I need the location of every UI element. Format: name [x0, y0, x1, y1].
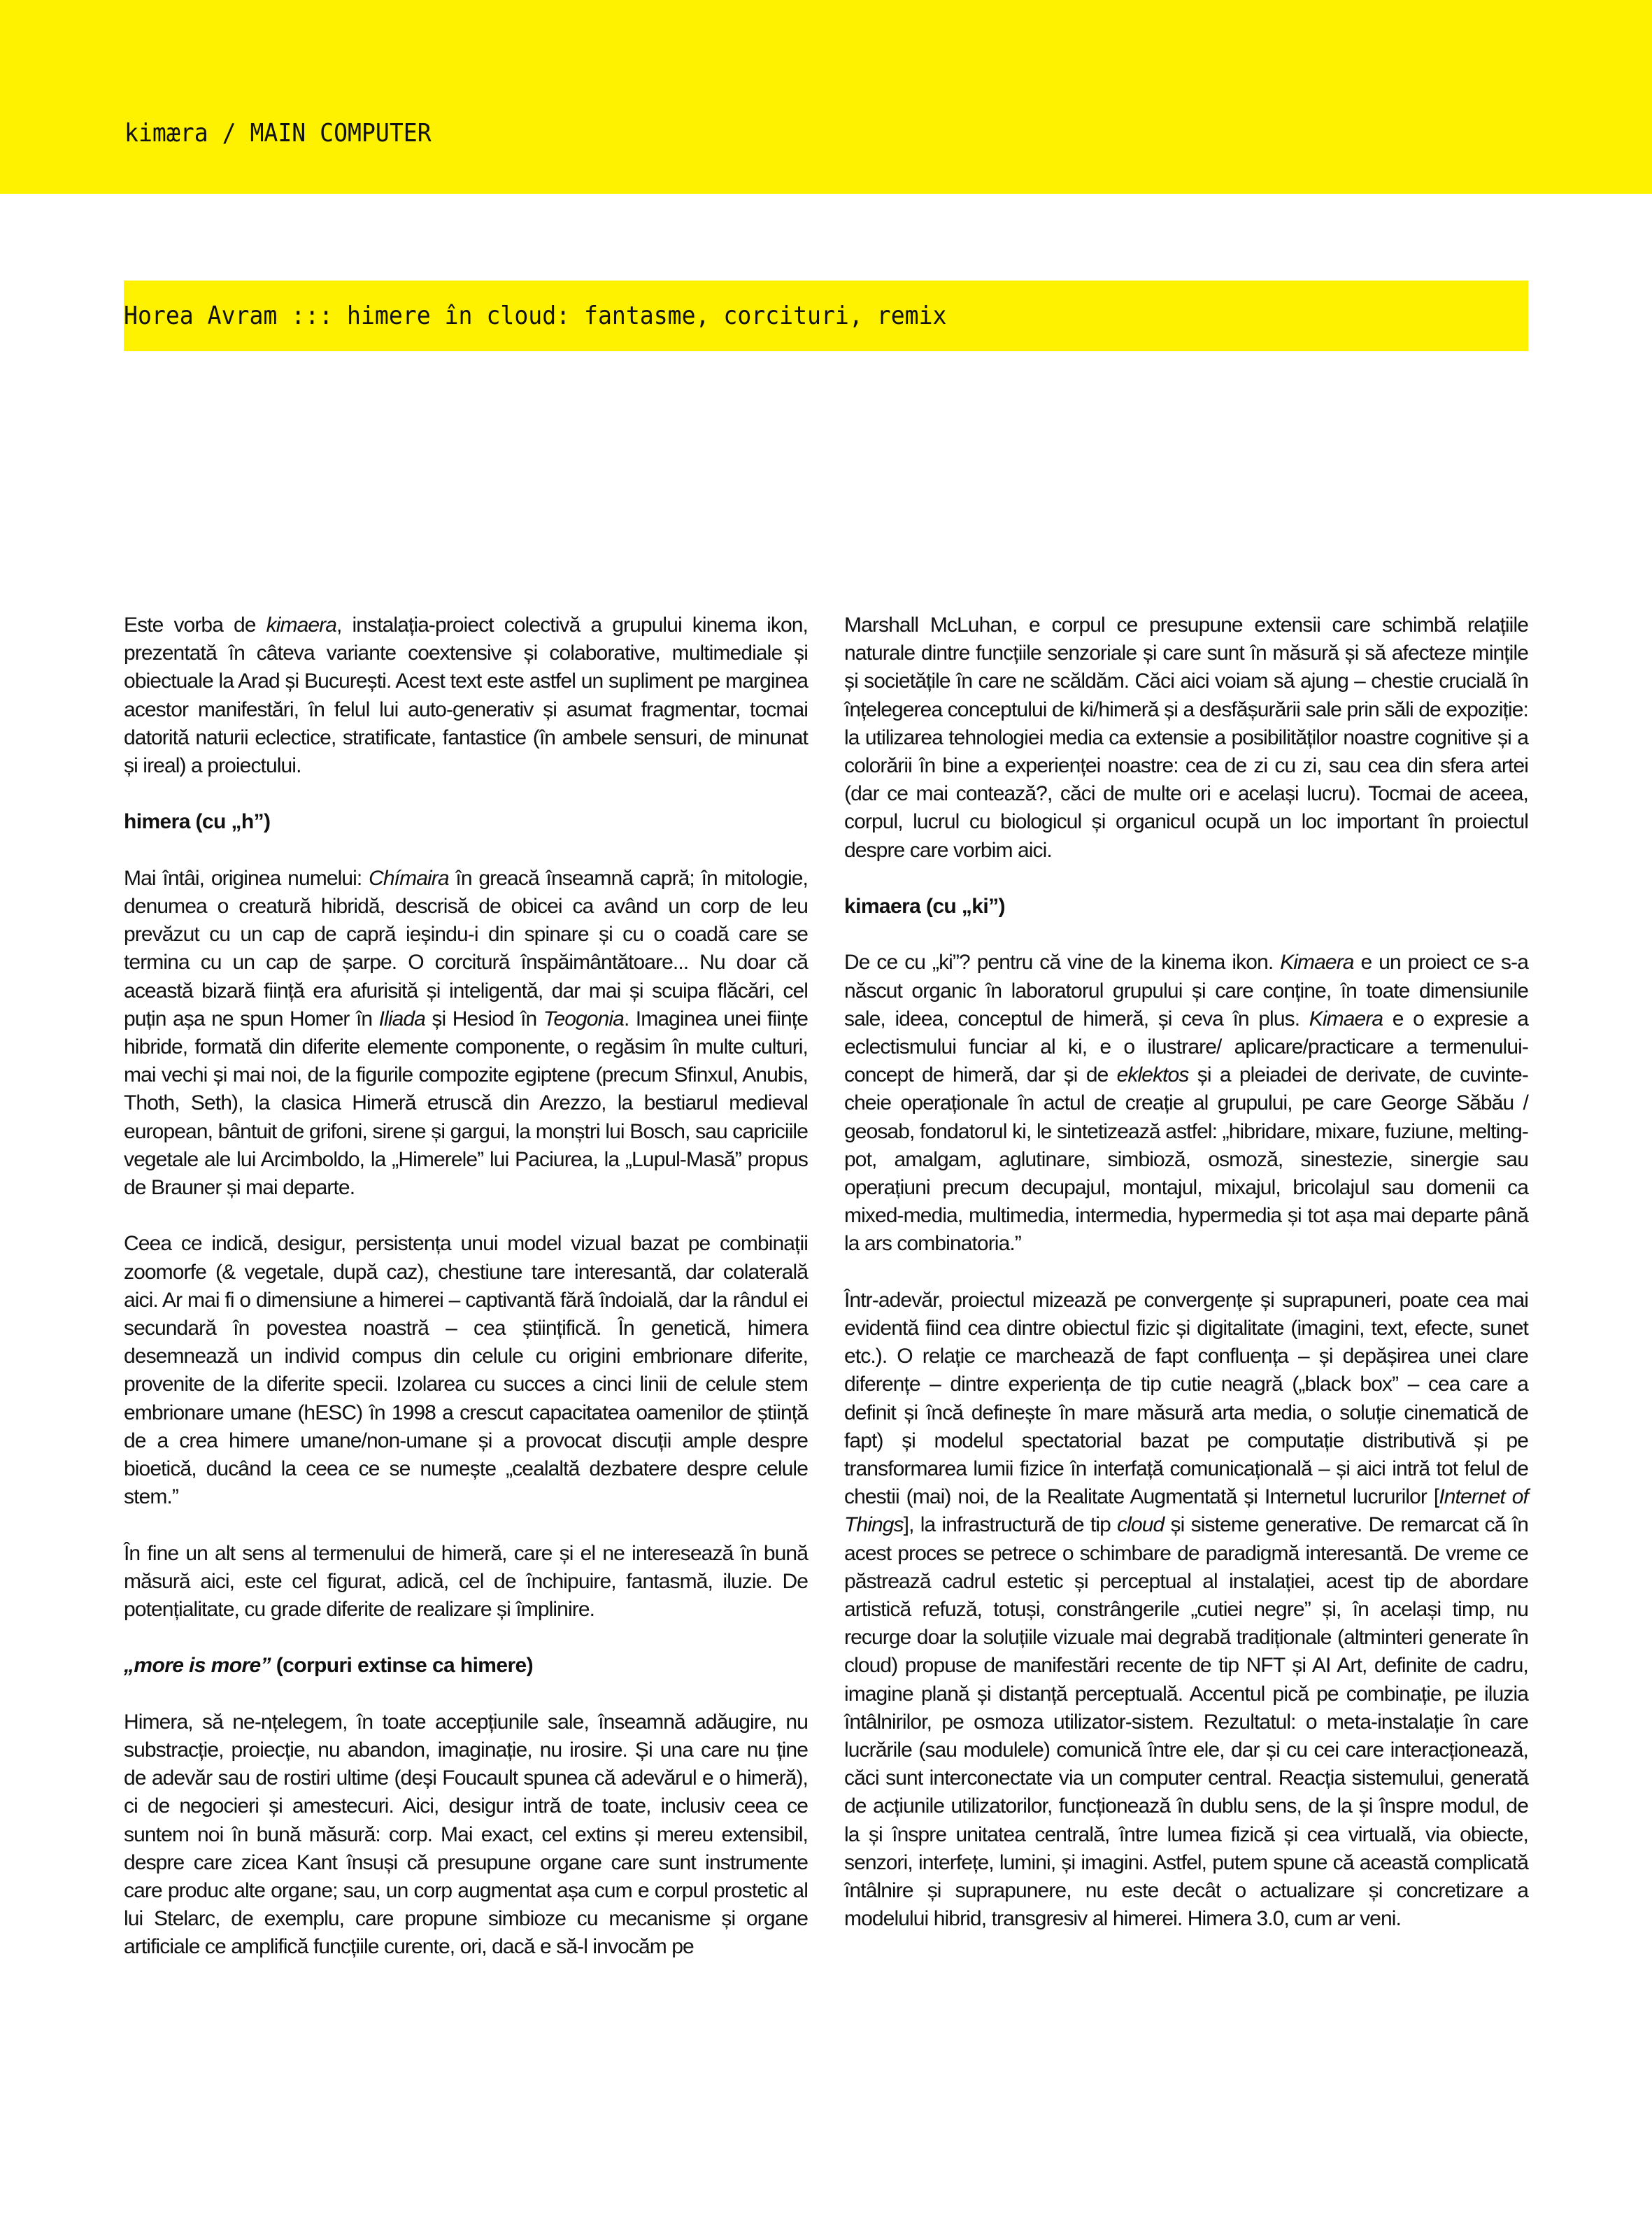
text-run: e un proiect ce s-a născut organic în laboratorul grupului și care conține, în toate dimensiunile sale, ideea, conceptul de himeră, și ceva în plus. [844, 951, 1528, 1030]
text-run: , instalația-proiect colectivă a grupului kinema ikon, prezentată în câteva variante coextensive și colaborative, multimediale și obiectuale la Arad și București. Acest text este astfel un supliment pe marginea acestor manifestări, în felul lui auto-generativ și asumat fragmentar, tocmai datorită naturii eclectice, stratificate, fantastice (în ambele sensuri, de minunat și ireal) a proiectului. [124, 614, 808, 778]
italic-term: Kimaera [1309, 1007, 1383, 1030]
left-column [124, 611, 808, 1962]
text-run: Este vorba de [124, 614, 266, 637]
paragraph-why-ki [844, 949, 1528, 1258]
paragraph-mcluhan: Marshall McLuhan, e corpul ce presupune extensii care schimbă relațiile naturale dintre funcțiile senzoriale și care sunt în măsură și să afecteze mințile și societățile în care ne scăldăm. Căci aici voiam să ajung – chestie crucială în înțelegerea conceptului de ki/himeră și a desfășurării sale prin săli de expoziție: la utilizarea tehnologiei media ca extensie a posibilităților noastre cognitive și a colorării în bine a experienței noastre: cea de zi cu zi, sau cea din sfera artei (dar ce mai contează?, căci de multe ori e același lucru). Tocmai de aceea, corpul, lucrul cu biologicul și organicul ocupă un loc important în proiectul despre care vorbim aici. [844, 614, 1528, 862]
text-run: și sisteme generative. De remarcat că în acest proces se petrece o schimbare de paradigmă interesantă. De vreme ce păstrează cadrul estetic și perceptual al instalației, acest tip de abordare artistică refuză, totuși, constrângerile „cutiei negre” și, în același timp, nu recurge doar la soluțiile vizuale mai degrabă tradiționale (altminteri generate în cloud) propuse de manifestări recente de tip NFT și AI Art, definite de cadru, imagine plană și distanță perceptuală. Accentul pică pe combinație, pe iluzia întâlnirilor, pe osmoza utilizator-sistem. Rezultatul: o meta-instalație în care lucrările (sau modulele) comunică între ele, dar și cu cei care interacționează, căci sunt interconectate via un computer central. Reacția sistemului, generată de acțiunile utilizatorilor, funcționează în dublu sens, de la și înspre modul, de la și înspre unitatea centrală, între lumea fizică și cea virtuală, via obiecte, senzori, interfețe, lumini, și imagini. Astfel, putem spune că această complicată întâlnire și suprapunere, nu este decât o actualizare și concretizare a modelului hibrid, transgresiv al himerei. Himera 3.0, cum ar veni. [844, 1513, 1528, 1931]
right-column [844, 611, 1528, 1934]
italic-term: Iliada [378, 1007, 425, 1030]
breadcrumb: kimæra / MAIN COMPUTER [124, 119, 432, 148]
italic-term: cloud [1117, 1513, 1165, 1537]
text-run: (corpuri extinse ca himere) [271, 1654, 534, 1678]
text-run: e o expresie a eclectismului funciar al ki, e o ilustrare/ aplicare/practicare a termenului-concept de himeră, dar și de [844, 1007, 1528, 1087]
text-run: și Hesiod în [425, 1007, 543, 1030]
italic-term: Teogonia [543, 1007, 624, 1030]
article-title: Horea Avram ::: himere în cloud: fantasme, corcituri, remix [124, 302, 947, 330]
text-run: De ce cu „ki”? pentru că vine de la kinema ikon. [844, 951, 1281, 975]
paragraph-genetics: Ceea ce indică, desigur, persistența unui model vizual bazat pe combinații zoomorfe (& vegetale, după caz), chestiune tare interesantă, dar colaterală aici. Ar mai fi o dimensiune a himerei – captivantă fără îndoială, dar la rândul ei secundară în povestea noastră – cea științifică. În genetică, himera desemnează un individ compus din celule cu origini embrionare diferite, provenite de la diferite specii. Izolarea cu succes a cinci linii de celule stem embrionare umane (hESC) în 1998 a crescut capacitatea oamenilor de știință de a crea himere umane/non-umane și a provocat discuții ample despre bioetică, ducând la ceea ce se numește „cealaltă dezbatere despre celule stem.” [124, 1232, 808, 1509]
italic-term: eklektos [1116, 1063, 1189, 1087]
text-run: Într-adevăr, proiectul mizează pe convergențe și suprapuneri, poate cea mai evidentă fiind cea dintre obiectul fizic și digitalitate (imagini, text, efecte, sunet etc.). O relație ce marchează de fapt confluența – și depășirea unei clare diferențe – dintre experiența de tip cutie neagră („black box” – cea care a definit și încă definește în mare măsură arta media, o soluție cinematică de fapt) și modelul spectatorial bazat pe computație distributivă și pe transformarea lumii fizice în interfață comunicațională – și aici intră tot felul de chestii (mai) noi, de la Realitate Augmentată și Internetul lucrurilor [ [844, 1288, 1528, 1509]
paragraph-figurative: În fine un alt sens al termenului de himeră, care și el ne interesează în bună măsură aici, este cel figurat, adică, cel de închipuire, fantasmă, iluzie. De potențialitate, cu grade diferite de realizare și împlinire. [124, 1541, 808, 1622]
text-run: Mai întâi, originea numelui: [124, 866, 369, 890]
paragraph-extended-bodies: Himera, să ne-nțelegem, în toate accepțiunile sale, înseamnă adăugire, nu substracție, proiecție, nu abandon, imaginație, nu irosire. Și una care nu ține de adevăr sau de rostiri ultime (deși Foucault spunea că adevărul e o himeră), ci de negocieri și amestecuri. Aici, desigur intră de toate, inclusiv ceea ce suntem noi în bună măsură: corp. Mai exact, cel extins și mereu extensibil, despre care zicea Kant însuși că presupune organe care sunt instrumente care produc alte organe; sau, un corp augmentat așa cum e corpul prostetic al lui Stelarc, de exemplu, care propune simbioze cu mecanisme și organe artificiale ce amplifică funcțiile curente, ori, dacă e să-l invocăm pe [124, 1710, 808, 1959]
header-bar [0, 0, 1652, 194]
paragraph-convergence [844, 1287, 1528, 1934]
italic-term: Kimaera [1280, 951, 1354, 975]
paragraph-origin [124, 865, 808, 1202]
italic-term: Chímaira [369, 866, 449, 890]
italic-term: kimaera [266, 614, 337, 637]
article-title-band [124, 281, 1528, 351]
section-heading-more-is-more [124, 1652, 808, 1680]
text-run: în greacă înseamnă capră; în mitologie, denumea o creatură hibridă, descrisă de obicei ca având un corp de leu prevăzut cu un cap de capră ieșindu-i din spinare și cu o coadă care se termina cu un cap de șarpe. O corcitură înspăimântătoare... Nu doar că această bizară ființă era afurisită și inteligentă, dar mai și scuipa flăcări, cel puțin așa ne spun Homer în [124, 866, 808, 1030]
italic-term: „more is more” [124, 1654, 271, 1678]
section-heading-kimaera: kimaera (cu „ki”) [844, 895, 1005, 919]
text-run: ], la infrastructură de tip [903, 1513, 1118, 1537]
paragraph-intro [124, 611, 808, 780]
text-run: . Imaginea unei ființe hibride, formată din diferite elemente componente, o regăsim în multe culturi, mai vechi și mai noi, de la figurile compozite egiptene (precum Sfinxul, Anubis, Thoth, Seth), la clasica Himeră etruscă din Arezzo, la bestiarul medieval european, bântuit de grifoni, sirene și gargui, la monștri lui Bosch, sau capriciile vegetale ale lui Arcimboldo, la „Himerele” lui Paciurea, la „Lupul-Masă” propus de Brauner și mai departe. [124, 1007, 808, 1200]
text-run: și a pleiadei de derivate, de cuvinte-cheie operaționale în actul de creație al grupului, pe care George Săbău / geosab, fondatorul ki, le sintetizează astfel: „hibridare, mixare, fuziune, melting-pot, amalgam, aglutinare, simbioză, osmoză, sinestezie, sinergie sau operațiuni precum decupajul, montajul, mixajul, bricolajul sau domenii ca mixed-media, multimedia, intermedia, hypermedia și tot așa mai departe până la ars combinatoria.” [844, 1063, 1529, 1256]
italic-term: Internet of Things [844, 1485, 1528, 1537]
section-heading-himera: himera (cu „h”) [124, 810, 271, 834]
